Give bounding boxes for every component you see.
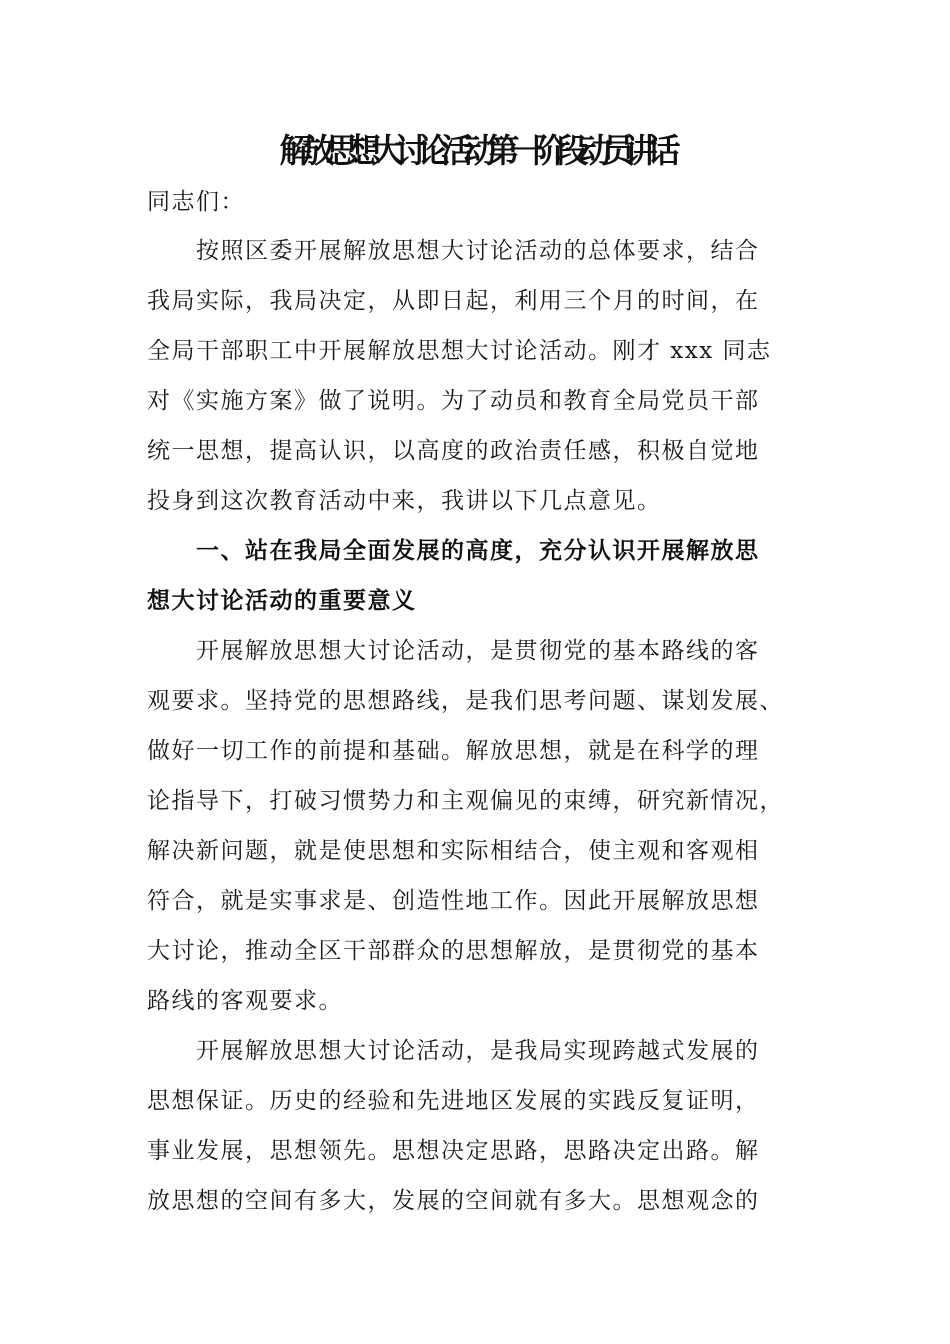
paragraph-line: 解决新问题，就是使思想和实际相结合，使主观和客观相 (147, 838, 760, 864)
paragraph-line: 统一思想，提高认识，以高度的政治责任感，积极自觉地 (147, 438, 760, 464)
paragraph-line: 事业发展，思想领先。思想决定思路，思路决定出路。解 (147, 1138, 760, 1164)
document-title: 解放思想大讨论活动第一阶段动员讲话 (279, 131, 671, 170)
salutation: 同志们： (147, 189, 245, 215)
paragraph-line: 论指导下，打破习惯势力和主观偏见的束缚，研究新情况， (147, 788, 784, 814)
paragraph-line: 按照区委开展解放思想大讨论活动的总体要求，结合 (196, 238, 760, 264)
paragraph-line: 观要求。坚持党的思想路线，是我们思考问题、谋划发展、 (147, 688, 784, 714)
paragraph-line: 对《实施方案》做了说明。为了动员和教育全局党员干部 (147, 388, 760, 414)
paragraph-line: 我局实际，我局决定，从即日起，利用三个月的时间，在 (147, 288, 760, 314)
paragraph-line: 大讨论，推动全区干部群众的思想解放，是贯彻党的基本 (147, 938, 760, 964)
paragraph-line: 放思想的空间有多大，发展的空间就有多大。思想观念的 (147, 1188, 760, 1214)
paragraph-line: 投身到这次教育活动中来，我讲以下几点意见。 (147, 488, 662, 514)
paragraph-line: 全局干部职工中开展解放思想大讨论活动。刚才 xxx 同志 (147, 338, 772, 364)
paragraph-line: 做好一切工作的前提和基础。解放思想，就是在科学的理 (147, 738, 760, 764)
section-heading: 一、站在我局全面发展的高度，充分认识开展解放思 (196, 537, 760, 564)
paragraph-line: 开展解放思想大讨论活动，是我局实现跨越式发展的 (196, 1038, 760, 1064)
paragraph-line: 开展解放思想大讨论活动，是贯彻党的基本路线的客 (196, 638, 760, 664)
paragraph-line: 思想保证。历史的经验和先进地区发展的实践反复证明， (147, 1088, 760, 1114)
paragraph-line: 符合，就是实事求是、创造性地工作。因此开展解放思想 (147, 888, 760, 914)
section-heading: 想大讨论活动的重要意义 (147, 587, 417, 614)
paragraph-line: 路线的客观要求。 (147, 988, 343, 1014)
